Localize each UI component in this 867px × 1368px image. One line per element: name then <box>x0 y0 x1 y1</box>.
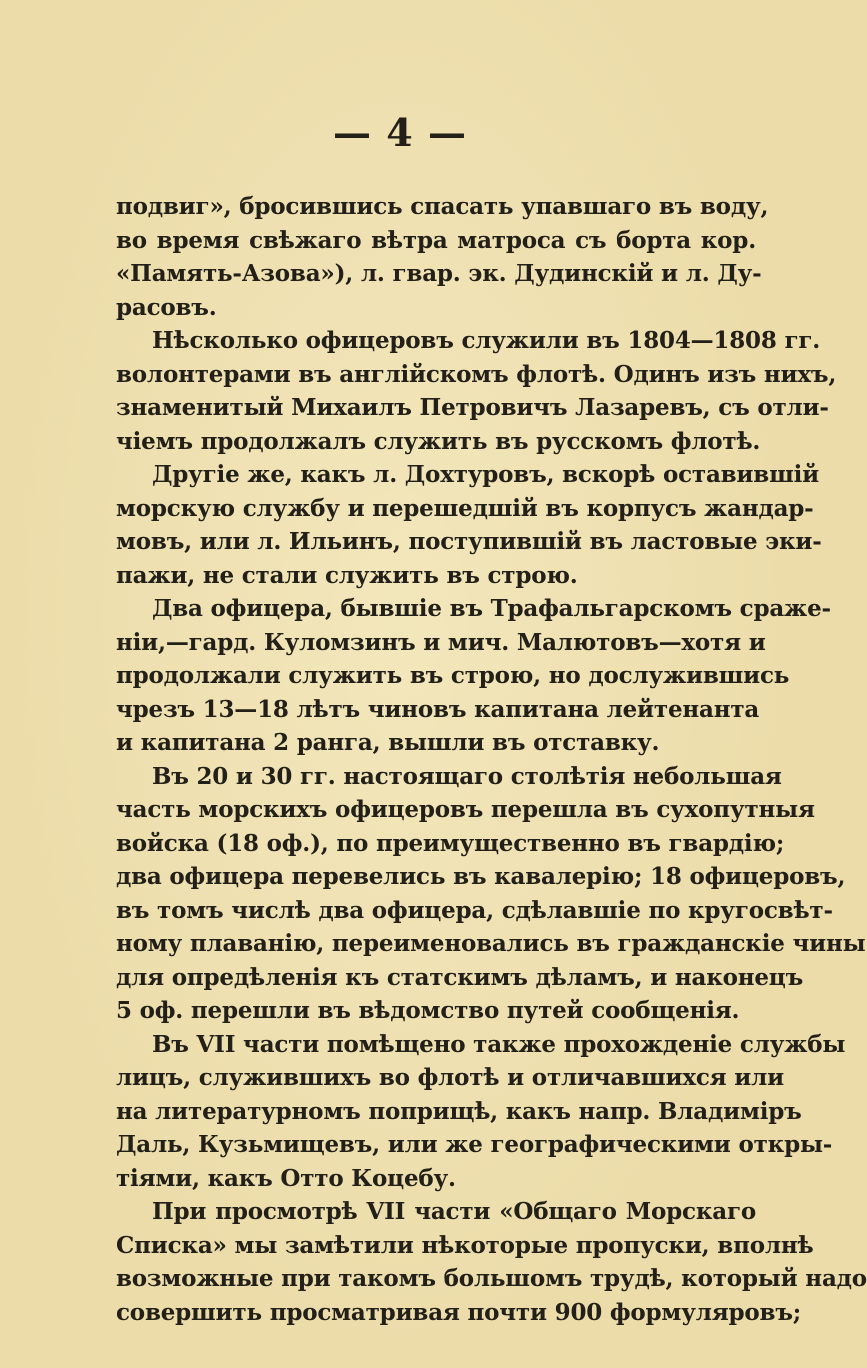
text-line: мовъ, или л. Ильинъ, поступившій въ ластовые эки- <box>116 528 822 555</box>
text-line: войска (18 оф.), по преимущественно въ гвардію; <box>116 829 785 857</box>
text-line: знаменитый Михаилъ Петровичъ Лазаревъ, съ отли- <box>116 394 829 421</box>
text-line: въ томъ числѣ два офицера, сдѣлавшіе по кругосвѣт- <box>116 896 833 924</box>
text-line: во время свѣжаго вѣтра матроса съ борта кор. <box>116 226 756 254</box>
text-line: Другіе же, какъ л. Дохтуровъ, вскорѣ оставившій <box>152 461 819 488</box>
text-line: чіемъ продолжалъ служить въ русскомъ флотѣ. <box>116 427 761 455</box>
text-line: Даль, Кузьмищевъ, или же географическими откры- <box>116 1131 833 1158</box>
text-line: Въ 20 и 30 гг. настоящаго столѣтія небольшая <box>152 762 782 790</box>
text-line: для опредѣленія къ статскимъ дѣламъ, и наконецъ <box>116 963 804 991</box>
text-line: Списка» мы замѣтили нѣкоторые пропуски, вполнѣ <box>116 1231 814 1259</box>
text-line: чрезъ 13—18 лѣтъ чиновъ капитана лейтенанта <box>116 695 760 723</box>
text-line: ніи,—гард. Куломзинъ и мич. Малютовъ—хотя и <box>116 628 766 656</box>
text-line: лицъ, служившихъ во флотѣ и отличавшихся или <box>116 1064 785 1091</box>
text-line: ному плаванію, переименовались въ гражданскіе чины <box>116 930 866 957</box>
text-line: пажи, не стали служить въ строю. <box>116 561 578 589</box>
text-line: волонтерами въ англійскомъ флотѣ. Одинъ изъ нихъ, <box>116 360 837 388</box>
text-line: возможные при такомъ большомъ трудѣ, который надо <box>116 1265 867 1292</box>
text-line: подвиг», бросившись спасать упавшаго въ воду, <box>116 193 769 220</box>
text-line: 5 оф. перешли въ вѣдомство путей сообщенія. <box>116 997 740 1024</box>
text-line: и капитана 2 ранга, вышли въ отставку. <box>116 729 660 756</box>
text-line: Нѣсколько офицеровъ служили въ 1804—1808 гг. <box>152 327 821 354</box>
text-line: продолжали служить въ строю, но дослужившись <box>116 662 790 689</box>
text-line: расовъ. <box>116 293 217 321</box>
text-line: два офицера перевелись въ кавалерію; 18 офицеровъ, <box>116 863 846 890</box>
text-line: совершить просматривая почти 900 формуляровъ; <box>116 1298 802 1326</box>
text-line: При просмотрѣ VII части «Общаго Морскаго <box>152 1198 756 1225</box>
text-line: Два офицера, бывшіе въ Трафальгарскомъ сраже- <box>152 595 831 622</box>
page-number: — 4 — <box>333 110 467 155</box>
text-line: Въ VII части помѣщено также прохожденіе службы <box>152 1030 846 1058</box>
text-line: тіями, какъ Отто Коцебу. <box>116 1164 456 1192</box>
text-line: часть морскихъ офицеровъ перешла въ сухопутныя <box>116 796 815 823</box>
text-line: морскую службу и перешедшій въ корпусъ жандар- <box>116 494 814 522</box>
text-line: на литературномъ поприщѣ, какъ напр. Владиміръ <box>116 1097 802 1125</box>
body-text <box>116 190 867 1329</box>
text-line: «Память-Азова»), л. гвар. эк. Дудинскій и л. Ду- <box>116 260 762 287</box>
